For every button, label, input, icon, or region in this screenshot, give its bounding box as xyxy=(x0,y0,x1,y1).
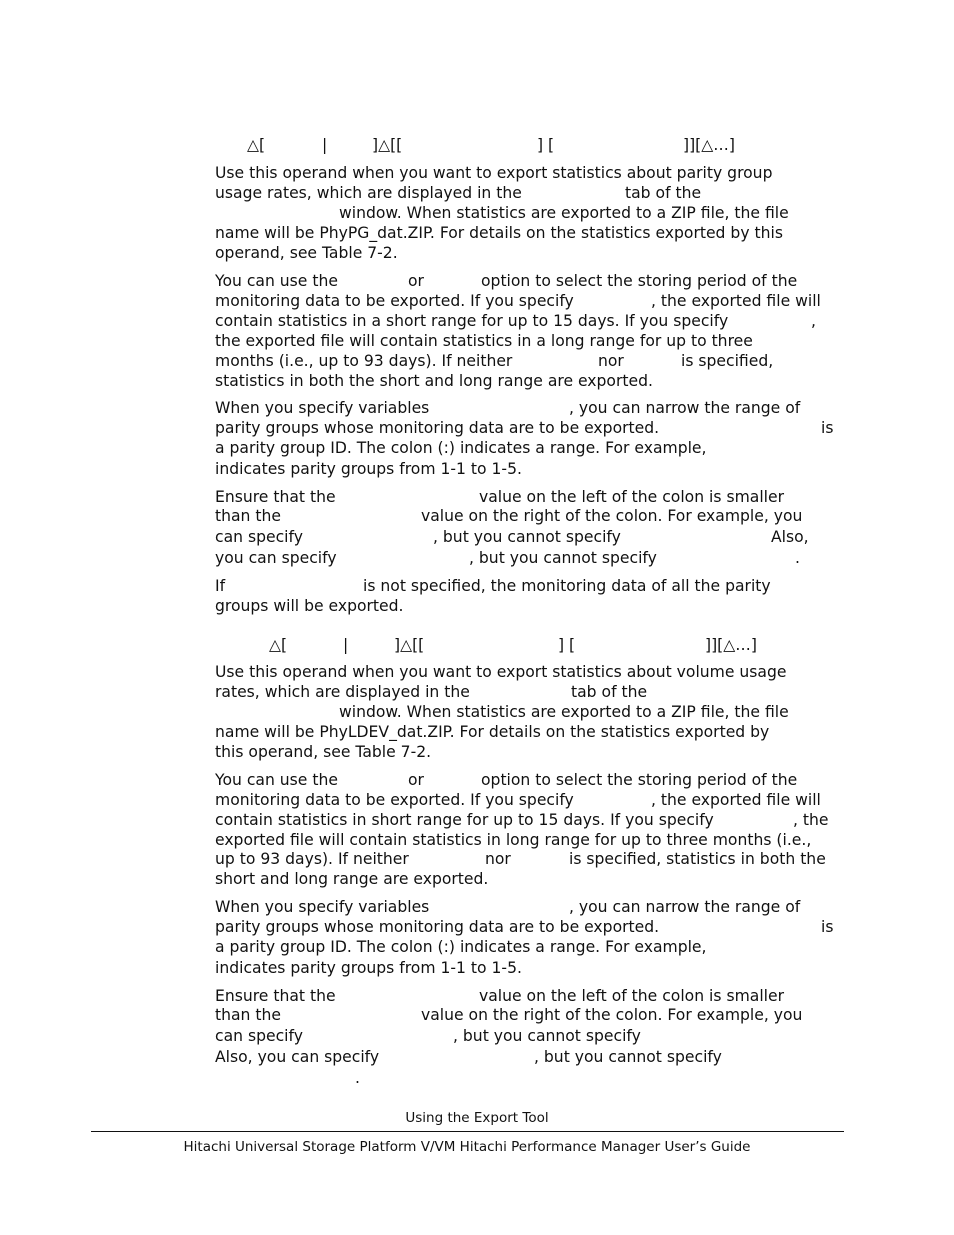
text-line: this operand, see Table 7-2. xyxy=(215,743,432,761)
text-line: contain statistics in short range for up to 15 days. If you specify , the xyxy=(215,811,829,829)
text-line: the exported file will contain statistics in a long range for up to three xyxy=(215,332,753,350)
text-line: can specify , but you cannot specify Also, xyxy=(215,528,809,546)
syntax-token: △[ xyxy=(269,636,288,654)
text-line: can specify , but you cannot specify xyxy=(215,1027,641,1045)
syntax-token: | xyxy=(343,636,349,654)
text-line: monitoring data to be exported. If you specify , the exported file will xyxy=(215,791,821,809)
text-line: months (i.e., up to 93 days). If neither nor is specified, xyxy=(215,352,774,370)
text-line: Also, you can specify , but you cannot specify xyxy=(215,1048,722,1066)
syntax-token: ] [ xyxy=(537,136,555,154)
text-line: exported file will contain statistics in long range for up to three months (i.e., xyxy=(215,831,812,849)
syntax-token: △[ xyxy=(247,136,266,154)
text-line: than the value on the right of the colon. For example, you xyxy=(215,1006,803,1024)
text-line: When you specify variables , you can narrow the range of xyxy=(215,898,801,916)
text-line: Use this operand when you want to export statistics about parity group xyxy=(215,164,773,182)
text-line: If is not specified, the monitoring data of all the parity xyxy=(215,577,771,595)
text-line: You can use the or option to select the storing period of the xyxy=(215,771,798,789)
text-line: parity groups whose monitoring data are to be exported. is xyxy=(215,918,834,936)
text-line: indicates parity groups from 1-1 to 1-5. xyxy=(215,460,522,478)
text-line: Ensure that the value on the left of the colon is smaller xyxy=(215,488,785,506)
text-line: monitoring data to be exported. If you specify , the exported file will xyxy=(215,292,821,310)
text-line: a parity group ID. The colon (:) indicates a range. For example, xyxy=(215,938,707,956)
text-line: contain statistics in a short range for up to 15 days. If you specify , xyxy=(215,312,816,330)
syntax-token: ]△[[ xyxy=(372,136,403,154)
text-line: usage rates, which are displayed in the tab of the xyxy=(215,184,702,202)
footer-divider xyxy=(91,1131,844,1132)
chapter-title: Using the Export Tool xyxy=(405,1110,549,1126)
text-line: Use this operand when you want to export statistics about volume usage xyxy=(215,663,787,681)
text-line: You can use the or option to select the storing period of the xyxy=(215,272,798,290)
syntax-token: ]][△…] xyxy=(705,636,757,654)
text-line: short and long range are exported. xyxy=(215,870,489,888)
text-line: When you specify variables , you can narrow the range of xyxy=(215,399,801,417)
text-line: statistics in both the short and long range are exported. xyxy=(215,372,653,390)
text-line: name will be PhyLDEV_dat.ZIP. For details on the statistics exported by xyxy=(215,723,770,741)
text-line: indicates parity groups from 1-1 to 1-5. xyxy=(215,959,522,977)
syntax-token: | xyxy=(322,136,328,154)
text-line: up to 93 days). If neither nor is specified, statistics in both the xyxy=(215,850,826,868)
text-line: than the value on the right of the colon. For example, you xyxy=(215,507,803,525)
guide-title: Hitachi Universal Storage Platform V/VM Hitachi Performance Manager User’s Guide xyxy=(183,1139,751,1155)
text-line: operand, see Table 7-2. xyxy=(215,244,398,262)
syntax-token: ]][△…] xyxy=(683,136,735,154)
syntax-token: ]△[[ xyxy=(394,636,425,654)
text-line: a parity group ID. The colon (:) indicates a range. For example, xyxy=(215,439,707,457)
text-line: name will be PhyPG_dat.ZIP. For details on the statistics exported by this xyxy=(215,224,783,242)
text-line: groups will be exported. xyxy=(215,597,404,615)
text-line: you can specify , but you cannot specify . xyxy=(215,549,800,567)
text-line: rates, which are displayed in the tab of the xyxy=(215,683,648,701)
text-line: parity groups whose monitoring data are to be exported. is xyxy=(215,419,834,437)
text-line: Ensure that the value on the left of the colon is smaller xyxy=(215,987,785,1005)
syntax-token: ] [ xyxy=(558,636,576,654)
